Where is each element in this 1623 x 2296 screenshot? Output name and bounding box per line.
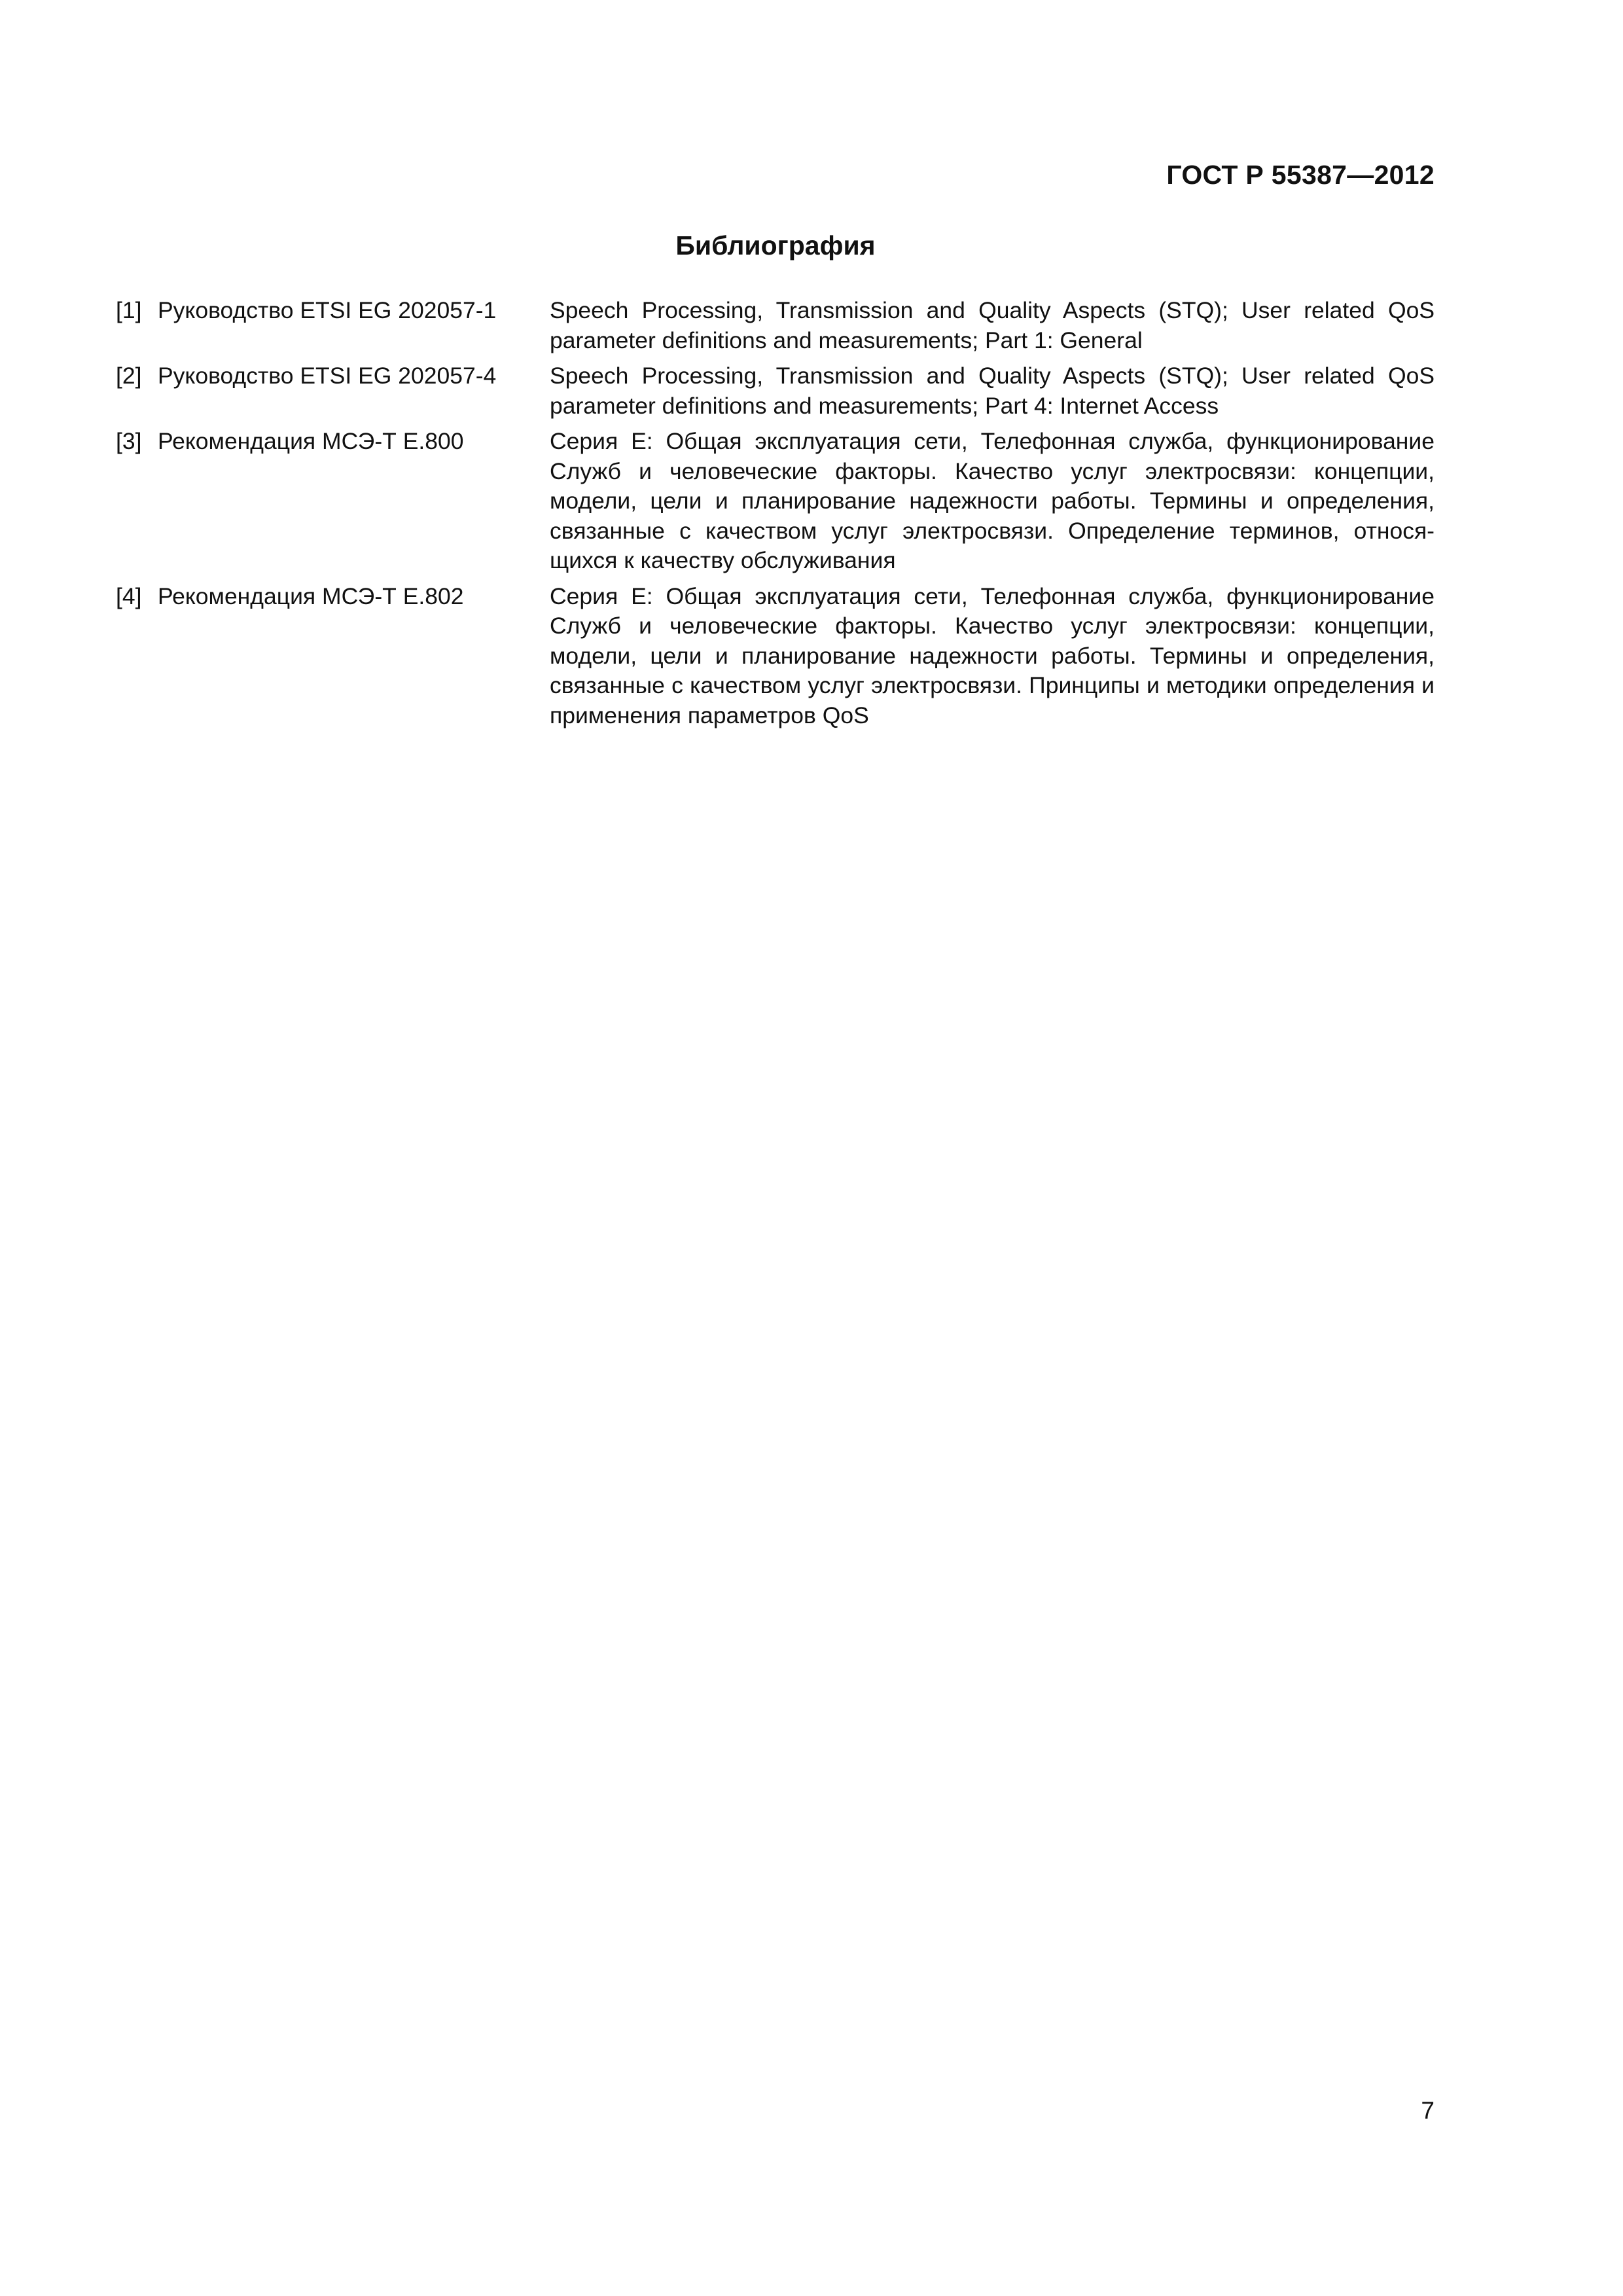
entry-number: [1]: [116, 297, 142, 323]
bibliography-entry-4: [116, 582, 1435, 731]
bibliography-title: Библиография: [675, 230, 876, 260]
entry-number: [2]: [116, 363, 142, 389]
entry-title: Speech Processing, Transmission and Quality Aspects (STQ); User related QoS parameter definitions and measurements; Part 1: General: [550, 297, 1435, 353]
entry-source: Рекомендация МСЭ-Т E.800: [158, 428, 464, 454]
entry-source: Руководство ETSI EG 202057-1: [158, 297, 497, 323]
entry-source: Рекомендация МСЭ-Т E.802: [158, 583, 464, 609]
bibliography-entry-1: [116, 296, 1435, 355]
bibliography-list: [116, 296, 1435, 736]
bibliography-entry-3: [116, 427, 1435, 576]
entry-source: Руководство ETSI EG 202057-4: [158, 363, 497, 389]
entry-title: Серия E: Общая эксплуатация сети, Телефонная служба, функционирование Служб и человеческие факторы. Качество услуг электросвязи: концепции, модели, цели и планирование надежности работы. Термины и определения, связанные с качеством услуг электросвязи. Принципы и методики определения и применения параметров QoS: [550, 583, 1435, 728]
page-number: 7: [1421, 2097, 1435, 2124]
bibliography-entry-2: [116, 361, 1435, 421]
entry-number: [4]: [116, 583, 142, 609]
entry-title: Серия E: Общая эксплуатация сети, Телефонная служба, функционирование Служб и человеческие факторы. Качество услуг электросвязи: концепции, модели, цели и планирование надежности работы. Термины и определения, связанные с качеством услуг электросвязи. Определение терминов, относящихся к качеству обслуживания: [550, 428, 1435, 573]
entry-number: [3]: [116, 428, 142, 454]
standard-number: ГОСТ Р 55387—2012: [1166, 160, 1435, 190]
entry-title: Speech Processing, Transmission and Quality Aspects (STQ); User related QoS parameter definitions and measurements; Part 4: Internet Access: [550, 363, 1435, 419]
